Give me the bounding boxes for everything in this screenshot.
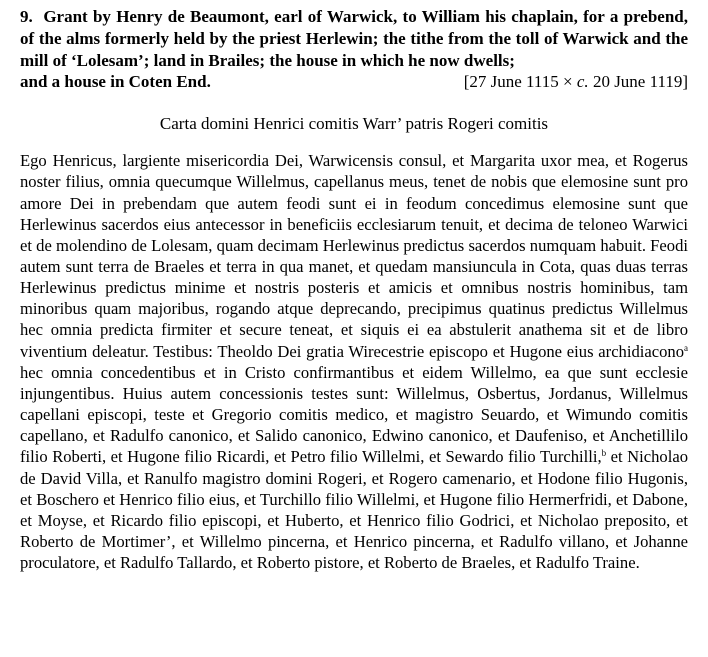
- charter-body-part-1: Ego Henricus, largiente misericordia Dei, Warwicensis consul, et Margarita uxor mea, et Rogerus noster filius, omnia quecumque Willelmus, capellanus meus, tenet de nobis que elemosine sunt pro amore Dei in prebendam que autem feodi sunt ei in feodum concedimus elemosine sunt que Herlewinus sacerdos eius antecessor in beneficiis ecclesiarum tenuit, et decima de teloneo Warwici et de molendino de Lolesam, quam decimam Herlewinus predictus sacerdos numquam habuit. Feodi autem sunt terra de Braeles et terra in qua manet, et quedam mansiuncula in Cota, quas duas terras Herlewinus predictus minime et nostris posteris et amicis et omnibus nostris hominibus, tam minoribus quam majoribus, rogando atque deprecando, precipimus quatinus predictus Willelmus hec omnia predicta firmiter et secure teneat, et siquis ei ea abstulerit anathema sit et de libro viventium deleatur. Testibus: Theoldo Dei gratia Wirecestrie episcopo et Hugone eius archidiacono: [20, 151, 688, 361]
- charter-subtitle: Carta domini Henrici comitis Warr’ patris Rogeri comitis: [159, 114, 549, 134]
- charter-heading-last-line: [20, 71, 688, 93]
- charter-body: [20, 150, 688, 573]
- charter-heading-end: and a house in Coten End.: [20, 72, 211, 92]
- charter-body-part-3: et Nicholao de David Villa, et Ranulfo magistro domini Rogeri, et Rogero camenario, et Hodone filio Hugonis, et Boschero et Henrico filio eius, et Turchillo filio Willelmi, et Hugone filio Hermerfridi, et Dabone, et Moyse, et Ricardo filio episcopi, et Huberto, et Henrico filio Godrici, et Nicholao preposito, et Roberto de Mortimer’, et Willelmo pincerna, et Henrico pincerna, et Radulfo villano, et Johanne proculatore, et Radulfo Tallardo, et Roberto pistore, et Roberto de Braeles, et Radulfo Traine.: [20, 447, 688, 573]
- charter-heading-text: Grant by Henry de Beaumont, earl of Warwick, to William his chaplain, for a prebend, of the alms formerly held by the priest Herlewin; the tithe from the toll of Warwick and the mill of ‘Lolesam’; land in Brailes; the house in which he now dwells;: [20, 7, 689, 70]
- charter-body-part-2: hec omnia concedentibus et in Cristo confirmantibus et eidem Willelmo, ea que sunt ecclesie injungentibus. Huius autem concessionis testes sunt: Willelmus, Osbertus, Jordanus, Willelmus capellani episcopi, teste et Gregorio comitis medico, et magistro Seuardo, et Wimundo comitis capellano, et Radulfo canonico, et Salido canonico, Edwino canonico, et Daufeniso, et Anchetillilo filio Roberti, et Hugone filio Ricardi, et Petro filio Willelmi, et Sewardo filio Turchilli,: [20, 362, 688, 467]
- charter-date: [464, 71, 688, 93]
- date-end: 20 June 1119]: [592, 72, 688, 92]
- date-start: [27 June 1115 ×: [463, 72, 573, 92]
- date-circa: c.: [576, 72, 589, 92]
- footnote-marker-a[interactable]: a: [684, 342, 688, 353]
- charter-heading: [20, 6, 688, 71]
- footnote-marker-b[interactable]: b: [601, 448, 607, 459]
- charter-number: 9.: [20, 7, 33, 26]
